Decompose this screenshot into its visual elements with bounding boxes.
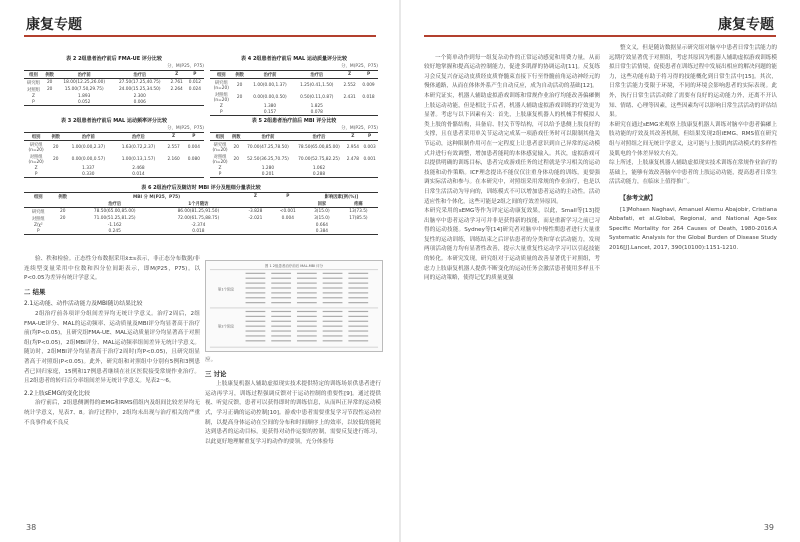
table-cell: 0.00(0.00,0.50) (253, 94, 287, 100)
references-heading: 【参考文献】 (620, 194, 657, 202)
table-cell: 0.052 (56, 99, 112, 106)
figure-cell (348, 340, 368, 341)
figure-cell (271, 340, 291, 341)
figure-cell (246, 330, 266, 331)
figure-cell (323, 326, 343, 327)
column-header: Z (163, 133, 183, 141)
figure-cell (348, 326, 368, 327)
table-cell (230, 171, 242, 178)
table-cell (359, 109, 378, 116)
figure-cell (246, 302, 266, 303)
table-cell: 20 (46, 87, 53, 92)
table-cell (361, 171, 378, 178)
table-cell: 0.664 (315, 222, 329, 228)
figure-cell (348, 321, 368, 322)
figure-cell (271, 278, 291, 279)
table-cell: 70.00(52.75,82.25) (298, 156, 340, 162)
col-n: 例数 (53, 193, 73, 201)
table-cell: 3(15.0) (314, 216, 330, 221)
figure-cell (246, 321, 266, 322)
column-header: 治疗后 (293, 133, 344, 141)
table-cell: 0.014 (113, 171, 163, 178)
column-header: 治疗前 (56, 71, 112, 79)
column-header: 治疗后 (112, 71, 168, 79)
table-cell: 0.078 (293, 109, 340, 116)
figure-cell (246, 335, 266, 336)
figure-cell (297, 287, 317, 288)
table-cell: 2.557 (167, 144, 180, 150)
column-header: 组别 (24, 133, 48, 141)
figure-cell (246, 326, 266, 327)
figure-cell (297, 311, 317, 312)
table-cell (186, 99, 204, 106)
column-header: 治疗前 (63, 133, 113, 141)
column-header: Z (344, 133, 361, 141)
table-cell: 1.00(0.00,1.37) (253, 82, 287, 88)
figure-cell (348, 283, 368, 284)
table-row (24, 171, 204, 178)
paragraph: 2组治疗前各项评分组间差异均无统计学意义。治疗2周后，2组FMA-UE评分、MAL的运动频率、运动质量及MBI评分均显著高于治疗前(均P<0.05)，且研究组FMA-UE、MAL运动质量评分均显著高于对照组(均P<0.05)，2组MBI评分、MAL运动频率组间差异无统计学意义。随访时，2组MBI评分均显著高于治疗2周时(均P<0.05)，且研究组显著高于对照组(P<0.05)。此外，研究组和对照组中分别有5例和3例患者已回归家庭，15例和17例患者继续在社区医院接受常规作业治疗。且2组患者的转归百分率组间差异无统计学意义。见表2～6。 (24, 310, 200, 385)
figure-cell (246, 316, 266, 317)
reference-item: [1]Mohsen Naghavi, Amanuel Alemu Abajobir, Cristiana Abbafati, et al.Global, Regional, and National Age-Sex Specific Mortality for 264 Causes of Death, 1980-2016:A Systematic Analysis for the Global Burden of Disease Study 2016[J].Lancet, 2017, 390(10100):1151-1210. (609, 206, 777, 251)
table-unit: 分，M(P25，P75) (341, 64, 378, 69)
header-title-left: 康复专题 (26, 17, 82, 33)
table-cell (53, 228, 73, 235)
figure-cell (348, 311, 368, 312)
table-cell: 52.50(36.25,70.75) (247, 156, 289, 162)
table-cell: 1.893 (78, 93, 91, 99)
figure-cell (348, 316, 368, 317)
table-unit: 分，M(P25，P75) (167, 64, 204, 69)
left-column-1 (24, 255, 200, 428)
table-cell: 2.552 (343, 82, 356, 88)
table-cell: 3(15.0) (314, 209, 330, 214)
table-cell: 0.004 (281, 216, 294, 221)
figure-cell (297, 340, 317, 341)
table-cell: 70.00(47.25,78.50) (247, 144, 289, 150)
data-table (24, 192, 378, 235)
table-cell: 研究组 (n=20) (212, 142, 228, 153)
col-pain: 疼痛 (339, 200, 378, 208)
table-row (24, 141, 204, 154)
table-cell (48, 171, 63, 178)
table-unit: 分，M(P25，P75) (341, 126, 378, 131)
right-column-1 (424, 44, 600, 293)
page-number-left: 38 (26, 523, 37, 532)
right-column-2 (609, 44, 777, 253)
table-cell: 0.009 (362, 82, 375, 88)
figure-rows (246, 273, 369, 342)
table-cell: -1.162 (107, 222, 122, 228)
table-cell: 86.00(81.25,91.50) (177, 209, 220, 214)
figure-cell (297, 278, 317, 279)
table-cell: 1.63(0.72,2.37) (121, 144, 156, 150)
figure-cell (323, 287, 343, 288)
paragraph: 上肢康复机器人辅助虚拟现实技术提供特定的训练场景供患者进行运动再学习，训练过程强调反馈对于运动控制的重要性[9]。通过提供视、听觉反馈，患者可以获得即时的训练信息，从而纠正异常的运动模式，学习正确的运动控制[10]。游戏中患者需要重复学习节段性运动控制，以提高身体运动在空间的分布和时间顺序上的效率，以较低的能耗达到患者的运动目标，更获得对动作运要的控制，需要反复进行练习，以此更好地理解重复学习的动作的要领，充分体验每 (205, 381, 381, 445)
paragraph: 一个简单动作到每一组复杂动作的正常运动感觉和用费力量，从而较好地掌握和提高运动控制能力，促进多肌群的协调运动[11]。反复练习会反复兴奋运动皮质经皮质脊髓束直接下行至脊髓前角运动神经元的慢体通路，从而在体体外系产生自动反应，成为自动活动的基础[12]。 本研究证实，机器人辅助虚拟游戏训练和常规作业治疗均能改善偏瘫侧上肢运动功能，但是相比于后者，机器人辅助虚拟游戏训练的疗效更为显著。考虑与以下因素有关：首先，上肢康复机器人的机械手臂模拟人类上肢的骨骼结构，具备肩、肘关节等结构，可以给予患侧上肢良好的支撑，且在患者采用单关节运动完成某一项游戏任务时可以限制其他关节运动，这种限制作用可在一定程度上让患者意识到自己异常的运动模式并进行有效调整，增加患者能耗的本体感觉输入。其次，虚拟游戏可以提供明确的训练目标，患者完成游戏任务的过程就是学习相关的运动技能和动作策略。ICF理念提出不能仅仅注重身体功能的训练，更要强调实际活动和参与。在本研究中，对照组采用常规的作业治疗，也是以日常生活活动为导向的，训练模式不可以增加患者运动的主动性。活动适应性和个体化，这些可能是2组之间的疗效差异原因。 本研究采用的sEMG等作为评定运动康复效果，以此，Small等[13]提出脑卒中患者运动学习可并非是获得新的技能，而是重新学习之前已习得的运动技能。Sydney等[14]研究者对脑卒中慢性期患者进行大量重复性的运动训练，训练结束之后评估患者的分类和穿衣活动能力，发现两项活动能力均有显著性改善，提示大量重复性运动学习可以引起技能的转化。本研究发现，研究组对于运动质量的改善显著优于对照组，考虑力上肢康复机器人提供不断变化的运动任务会激活患者使用多样且不同的运动策略，使得记忆的质量更强 (424, 54, 600, 282)
subsection-heading: 2.2上肢sEMG的变化比较 (24, 390, 90, 397)
figure-cell (348, 287, 368, 288)
figure-cell (297, 335, 317, 336)
table-cell (233, 109, 247, 116)
table-cell: 71.00(51.25,81.25) (93, 216, 136, 221)
table-row (24, 228, 378, 235)
col-home: 回家 (305, 200, 339, 208)
col-z: Z (240, 193, 270, 201)
table-cell: 对照组 (27, 87, 40, 93)
section-heading: 二 结果 (24, 287, 46, 296)
figure-cell (348, 335, 368, 336)
table-cell: 20 (59, 209, 66, 214)
table-cell: Z (32, 93, 35, 99)
table-cell: 0.001 (363, 156, 376, 162)
figure-label-a: 第1个阶段 (217, 287, 234, 292)
column-header: P (359, 71, 378, 79)
table-row (24, 215, 378, 222)
table-cell: 对照组 (n=20) (212, 154, 228, 165)
figure-cell (246, 283, 266, 284)
table-cell: 研究组 (n=20) (28, 142, 44, 153)
col-mbi: MBI 分 M(P25，P75) (73, 193, 240, 201)
table-row (210, 171, 378, 178)
table-row (24, 208, 378, 216)
figure-cell (348, 297, 368, 298)
table-cell: 1.380 (263, 103, 277, 109)
figure-cell (246, 287, 266, 288)
figure-cell (323, 302, 343, 303)
figure-cell (271, 316, 291, 317)
table-cell: 1.00(0.00,2.37) (71, 144, 106, 150)
table-cell: Z (218, 165, 222, 171)
column-header: 治疗前 (247, 71, 294, 79)
data-table (210, 70, 378, 116)
col-factors: 影响因素[例(%)] (305, 193, 378, 201)
table-cell: 2.160 (167, 156, 180, 162)
table-cell: 1.337 (82, 165, 95, 171)
table-cell: 2.300 (133, 93, 146, 99)
figure-cell (323, 311, 343, 312)
figure-cell (271, 292, 291, 293)
figure-cell (297, 297, 317, 298)
figure-cell (348, 278, 368, 279)
table-cell: <0.001 (279, 209, 296, 214)
figure-cell (271, 283, 291, 284)
table-row (210, 79, 378, 92)
table-cell: 2.954 (346, 144, 359, 150)
table-cell: P (24, 171, 48, 178)
paragraph: 验、秩和检验。正态性分布数据采用x̄±s表示，非正态分布数据/非连续型变量采用中位数和四分位间距表示，即M(P25，P75)。以P<0.05为差异有统计学意义。 (24, 256, 200, 282)
table-cell: Z/χ² (33, 222, 43, 228)
figure-cell (271, 321, 291, 322)
table-cell (271, 228, 305, 235)
figure-cell (271, 273, 291, 274)
section-heading: 三 讨论 (205, 369, 227, 378)
subsection-heading: 2.1运动能、动作活动能力及MBI随访结果比较 (24, 301, 143, 308)
figure-cell (348, 292, 368, 293)
table-cell (344, 171, 361, 178)
col-followup: 1个月随访 (157, 200, 241, 208)
column-header: 例数 (43, 71, 56, 79)
table-cell: 2.468 (132, 165, 145, 171)
table-row (210, 109, 378, 116)
table-cell: 1.25(0.41,1.50) (300, 82, 334, 88)
col-p: P (271, 193, 305, 201)
figure-cell (271, 311, 291, 312)
figure-cell (271, 297, 291, 298)
figure-cell (323, 273, 343, 274)
table-cell: 0.003 (363, 144, 376, 150)
table-cell: 18.00(12.25,26.00) (63, 80, 106, 85)
table-cell: 17(85.5) (349, 216, 368, 221)
table-cell (168, 99, 186, 106)
table-4 (210, 55, 378, 116)
column-header: Z (168, 71, 186, 79)
figure-cell (323, 316, 343, 317)
figure-cell (323, 321, 343, 322)
table-cell: 0.00(0.00,0.57) (71, 156, 106, 162)
table-unit: 分，M(P25，P75) (167, 126, 204, 131)
table-cell: 72.00(61.75,88.75) (177, 216, 220, 221)
figure-cell (297, 273, 317, 274)
table-cell: 研究组 (27, 80, 40, 86)
table-6 (24, 184, 378, 235)
data-table (210, 132, 378, 178)
table-cell: 24.00(15.25,34.50) (118, 87, 161, 92)
table-cell: -3.828 (248, 209, 263, 214)
figure-cell (246, 340, 266, 341)
figure-cell (271, 302, 291, 303)
table-cell: 0.50(0.11,0.87) (300, 94, 334, 100)
table-cell: 20 (236, 82, 243, 88)
table-cell (340, 109, 359, 116)
table-row (24, 79, 204, 87)
table-cell: 15.00(7.50,29.75) (64, 87, 104, 92)
figure-cell (348, 302, 368, 303)
table-3 (24, 117, 204, 178)
figure-cell (323, 297, 343, 298)
figure-cell (323, 278, 343, 279)
table-cell (184, 171, 204, 178)
figure-caption: 图 1 2组患者治疗前后 MAL-MBI 评分 (264, 263, 324, 268)
column-header: P (184, 133, 204, 141)
left-column-2 (205, 356, 381, 447)
table-cell: 对照组 (n=20) (28, 154, 44, 165)
table-cell: 78.50(65.00,85.00) (93, 209, 136, 214)
table-cell: P (24, 228, 53, 235)
table-cell: 0.157 (247, 109, 294, 116)
data-table (24, 132, 204, 178)
figure-cell (271, 326, 291, 327)
figure-cell (323, 330, 343, 331)
table-cell: 20 (46, 80, 53, 85)
figure-cell (297, 316, 317, 317)
figure-cell (323, 292, 343, 293)
table-cell: 0.006 (112, 99, 168, 106)
table-5 (210, 117, 378, 178)
figure-cell (297, 283, 317, 284)
table-row (24, 99, 204, 106)
table-cell: 0.288 (293, 171, 344, 178)
table-cell: 0.018 (362, 94, 375, 100)
figure-cell (348, 273, 368, 274)
column-header: P (361, 133, 378, 141)
column-header: 组别 (210, 71, 233, 79)
figure-1 (205, 260, 383, 352)
table-cell: 27.50(17.25,40.75) (118, 80, 161, 85)
table-cell: 20 (233, 144, 239, 150)
figure-cell (297, 321, 317, 322)
table-cell: P (210, 171, 230, 178)
column-header: P (186, 71, 204, 79)
figure-cell (323, 283, 343, 284)
figure-cell (323, 340, 343, 341)
table-cell: 研究组 (n=20) (213, 80, 229, 91)
table-title: 表 4 2组患者治疗前后 MAL 运动质量评分比较 (241, 56, 347, 62)
table-title: 表 3 2组患者治疗前后 MAL 运动频率评分比较 (61, 118, 167, 124)
table-cell: 0.384 (305, 228, 339, 235)
table-cell (163, 171, 183, 178)
table-cell: 0.080 (187, 156, 201, 162)
figure-label-b: 第2个阶段 (217, 324, 234, 329)
table-cell: 1.062 (312, 165, 326, 171)
table-cell: 78.50(65.00,85.00) (298, 144, 340, 150)
table-cell: 1.825 (310, 103, 323, 109)
table-cell: 0.018 (157, 228, 241, 235)
figure-cell (271, 287, 291, 288)
table-cell: 1.280 (261, 165, 275, 171)
column-header: 组别 (210, 133, 230, 141)
table-cell: P (210, 109, 233, 116)
column-header: 治疗后 (293, 71, 340, 79)
table-row (24, 153, 204, 165)
column-header: 例数 (233, 71, 247, 79)
table-row (24, 86, 204, 93)
column-header: 治疗前 (242, 133, 293, 141)
col-after: 治疗后 (73, 200, 157, 208)
table-cell (240, 228, 270, 235)
header-rule-right (424, 35, 776, 37)
column-header: Z (340, 71, 359, 79)
paragraph: 治疗前后，2组患侧测得的iEMG和RMS值组内及组间比较差异均无统计学意义，见表7、8。治疗过程中，2组均未出现与治疗相关的严重不良事件或不良反 (24, 400, 200, 426)
figure-cell (323, 335, 343, 336)
table-cell: 2.478 (346, 156, 359, 162)
table-cell: 2.264 (170, 87, 183, 92)
table-cell: 对照组 (n=20) (213, 92, 229, 103)
figure-cell (271, 335, 291, 336)
table-cell: -2.374 (191, 222, 206, 228)
column-header: 例数 (231, 134, 241, 140)
table-cell: 研究组 (31, 209, 45, 215)
table-cell: 0.012 (188, 80, 202, 85)
table-cell: 对照组 (31, 216, 45, 222)
figure-cell (297, 330, 317, 331)
table-cell: P (24, 99, 43, 106)
table-cell: 0.004 (187, 144, 201, 150)
table-cell: 2.761 (170, 80, 183, 85)
table-title: 表 2 2组患者治疗前后 FMA-UE 评分比较 (66, 56, 162, 62)
page-number-right: 39 (763, 523, 774, 532)
paragraph: 应。 (205, 357, 217, 363)
figure-cell (297, 292, 317, 293)
header-rule-left (24, 35, 376, 37)
column-header: 组别 (24, 71, 43, 79)
table-cell: 2.431 (343, 94, 356, 100)
header-title-right: 康复专题 (718, 17, 774, 33)
figure-cell (246, 292, 266, 293)
figure-cell (297, 302, 317, 303)
table-cell: 20 (53, 144, 59, 150)
figure-cell (271, 330, 291, 331)
right-page (400, 0, 800, 542)
figure-graphic (206, 261, 382, 351)
table-cell: 20 (233, 156, 239, 162)
table-title: 表 6 2组治疗后及随访时 MBI 评分及粗细分量表比较 (141, 185, 261, 191)
table-cell: 20 (53, 156, 59, 162)
table-cell: Z (219, 103, 223, 109)
table-cell: 20 (59, 216, 66, 221)
table-cell: -2.021 (248, 216, 263, 221)
table-2 (24, 55, 204, 106)
figure-cell (246, 278, 266, 279)
table-row (210, 141, 378, 154)
column-header: 例数 (48, 133, 63, 141)
table-cell: 0.201 (242, 171, 293, 178)
figure-cell (246, 297, 266, 298)
table-cell (339, 228, 378, 235)
table-cell: 1.00(0.13,1.57) (121, 156, 156, 162)
figure-cell (348, 330, 368, 331)
paragraph: 整文义，但是随访数据显示研究组对脑卒中患者日常生活能力的远期疗效显著优于对照组，考虑其原因为机器人辅助虚拟游戏训练模拟日常生活情境，促使患者在训练过程中发展出相应的解决问题的能力，这些功能有助于将习得的技能概化到日常生活中[15]。其次，日常生活能力受限于环境，不同的环境会影响患者的实际表现。此外，执行日常生活活动除了需要有良好的运动能力外，还离不开认知、情绪、心理等因素，这些因素均可以影响日常生活活动的评估结果。 本研究在通过sEMG来观察上肢康复机器人训练对脑卒中患者偏瘫上肢功能的疗效及其改善机制，但结果发现2组iEMG、RMS值在研究组与对照组之间无统计学意义，这可能与上肢肌肉活动模式的多样性及肌电的个体差异较大有关。 综上所述，上肢康复机器人辅助虚拟现实技术训练在常规作业治疗的基础上，能够有效改善脑卒中患者的上肢运动功能，提高患者日常生活活动能力，在临床上值得推广。 (609, 45, 777, 186)
col-group: 组别 (24, 193, 53, 201)
figure-cell (297, 326, 317, 327)
table-cell: 0.024 (188, 87, 202, 92)
figure-cell (246, 311, 266, 312)
figure-cell (246, 273, 266, 274)
table-cell (43, 99, 56, 106)
table-cell: 20 (236, 94, 243, 100)
data-table (24, 70, 204, 106)
column-header: 治疗后 (113, 133, 163, 141)
table-cell: 0.330 (63, 171, 113, 178)
table-cell: 13(73.5) (349, 209, 368, 214)
table-row (210, 91, 378, 103)
table-title: 表 5 2组患者治疗前后 MBI 评分比较 (251, 118, 337, 124)
table-row (210, 153, 378, 165)
table-cell: Z (34, 165, 38, 171)
table-cell: 0.245 (73, 228, 157, 235)
